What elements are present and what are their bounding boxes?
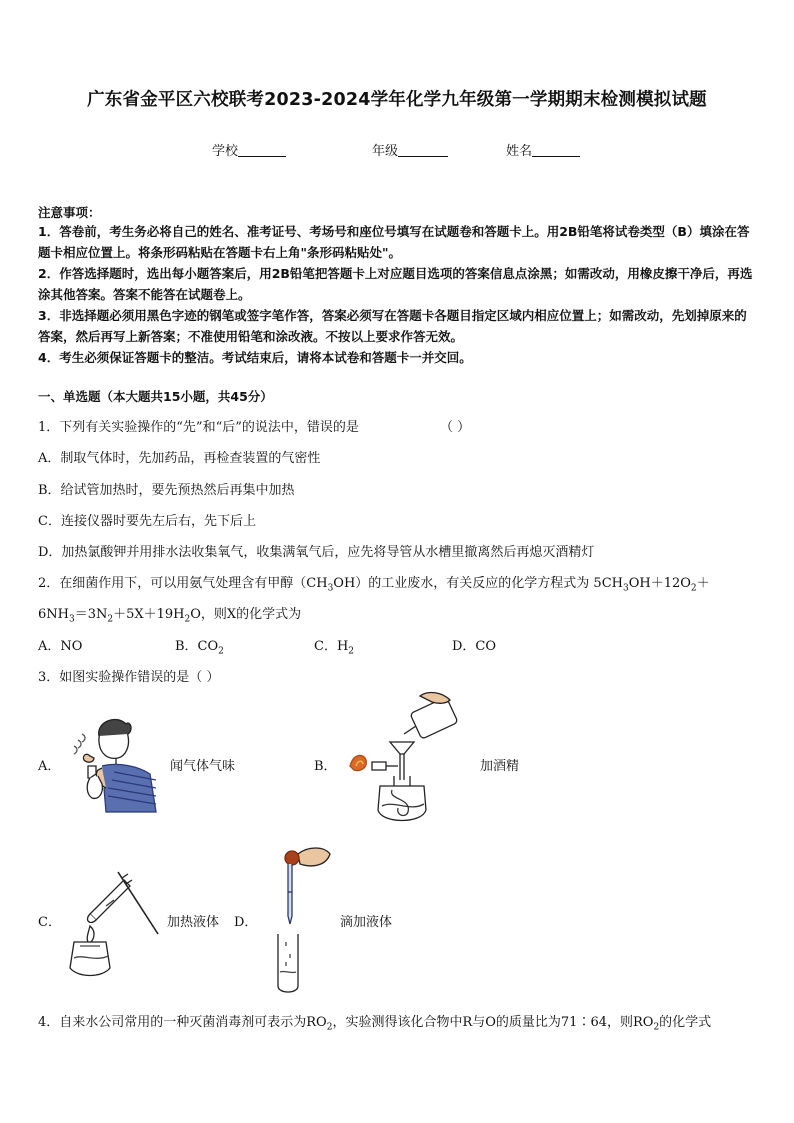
q2-option-c <box>314 635 354 657</box>
q2-stem-line2 <box>38 603 301 625</box>
subscript: 2 <box>348 646 355 657</box>
q2-option-a: A．NO <box>38 639 83 654</box>
q3-option-c-caption: 加热液体 <box>167 915 220 930</box>
school-field <box>212 140 286 159</box>
name-label: 姓名 <box>506 144 533 159</box>
q2-option-d: D．CO <box>452 639 497 654</box>
q4-text: 4．自来水公司常用的一种灭菌消毒剂可表示为RO <box>38 1015 327 1030</box>
q4-stem <box>38 1011 711 1033</box>
heat-liquid-figure <box>66 870 164 980</box>
smell-gas-figure <box>68 712 164 816</box>
notes-list <box>38 221 758 368</box>
subscript: 3 <box>622 583 629 594</box>
q2-stem <box>38 572 710 594</box>
q3-option-c-label: C． <box>38 915 61 930</box>
note-item: 1．答卷前，考生务必将自己的姓名、准考证号、考场号和座位号填写在试题卷和答题卡上。用2B铅笔将试卷类型（B）填涂在答题卡相应位置上。将条形码粘贴在答题卡右上角"条形码粘贴处"。 <box>38 224 750 260</box>
q2-text: O，则X的化学式为 <box>190 607 302 622</box>
q1-option-b: B．给试管加热时，要先预热然后再集中加热 <box>38 483 295 498</box>
subscript: 3 <box>68 614 75 625</box>
subscript: 2 <box>653 1022 660 1033</box>
q2-option-b-text: B．CO <box>175 639 219 654</box>
note-item: 4．考生必须保证答题卡的整洁。考试结束后，请将本试卷和答题卡一并交回。 <box>38 350 472 365</box>
q4-text: 的化学式 <box>659 1015 712 1030</box>
q1-answer-paren[interactable]: （ ） <box>440 420 471 435</box>
grade-field <box>372 140 448 159</box>
grade-label: 年级 <box>372 144 399 159</box>
q2-text: ＝3N <box>74 607 108 622</box>
subscript: 2 <box>690 583 697 594</box>
q2-option-c-text: C．H <box>314 639 349 654</box>
q3-stem: 3．如图实验操作错误的是（ ） <box>38 670 220 685</box>
notes-heading: 注意事项： <box>38 205 101 220</box>
q1-stem-text: 1．下列有关实验操作的“先”和“后”的说法中，错误的是 <box>38 420 359 435</box>
q4-text: ，实验测得该化合物中R与O的质量比为71∶64，则RO <box>332 1015 654 1030</box>
subscript: 2 <box>218 646 224 657</box>
subscript: 2 <box>107 614 114 625</box>
grade-blank[interactable] <box>398 142 448 157</box>
name-blank[interactable] <box>532 142 580 157</box>
school-blank[interactable] <box>238 142 286 157</box>
school-label: 学校 <box>212 144 239 159</box>
q3-option-b-label: B． <box>314 759 337 774</box>
q3-option-b-caption: 加酒精 <box>480 759 520 774</box>
q2-text: OH＋12O <box>628 576 691 591</box>
q2-text: ＋ <box>696 576 710 591</box>
subscript: 3 <box>327 583 334 594</box>
q2-text: 6NH <box>38 607 69 622</box>
note-item: 2．作答选择题时，选出每小题答案后，用2B铅笔把答题卡上对应题目选项的答案信息点涂黑；如需改动，用橡皮擦干净后，再选涂其他答案。答案不能答在试题卷上。 <box>38 266 753 302</box>
name-field <box>506 140 580 159</box>
subscript: 2 <box>184 614 191 625</box>
page-title: 广东省金平区六校联考2023-2024学年化学九年级第一学期期末检测模拟试题 <box>87 90 707 110</box>
note-item: 3．非选择题必须用黑色字迹的钢笔或签字笔作答，答案必须写在答题卡各题目指定区域内相应位置上；如需改动，先划掉原来的答案，然后再写上新答案；不准使用铅笔和涂改液。不按以上要求作答无效。 <box>38 308 747 344</box>
drip-liquid-figure <box>264 842 334 998</box>
q1-option-d: D．加热氯酸钾并用排水法收集氧气，收集满氧气后，应先将导管从水槽里撤离然后再熄灭酒精灯 <box>38 545 595 560</box>
q2-text: 2．在细菌作用下，可以用氨气处理含有甲醇（CH <box>38 576 328 591</box>
subscript: 2 <box>326 1022 333 1033</box>
q1-option-c: C．连接仪器时要先左后右，先下后上 <box>38 514 256 529</box>
section-heading: 一、单选题（本大题共15小题，共45分） <box>38 389 273 404</box>
q3-option-d-caption: 滴加液体 <box>340 915 393 930</box>
q1-option-a: A．制取气体时，先加药品，再检查装置的气密性 <box>38 451 321 466</box>
q2-text: ＋5X＋19H <box>113 607 185 622</box>
q1-stem <box>38 416 359 435</box>
q3-option-d-label: D． <box>234 915 258 930</box>
q2-option-b <box>175 635 224 657</box>
q2-text: OH）的工业废水，有关反应的化学方程式为 5CH <box>333 576 623 591</box>
q3-option-a-label: A． <box>38 759 61 774</box>
add-alcohol-figure <box>342 690 472 832</box>
q3-option-a-caption: 闻气体气味 <box>170 759 236 774</box>
